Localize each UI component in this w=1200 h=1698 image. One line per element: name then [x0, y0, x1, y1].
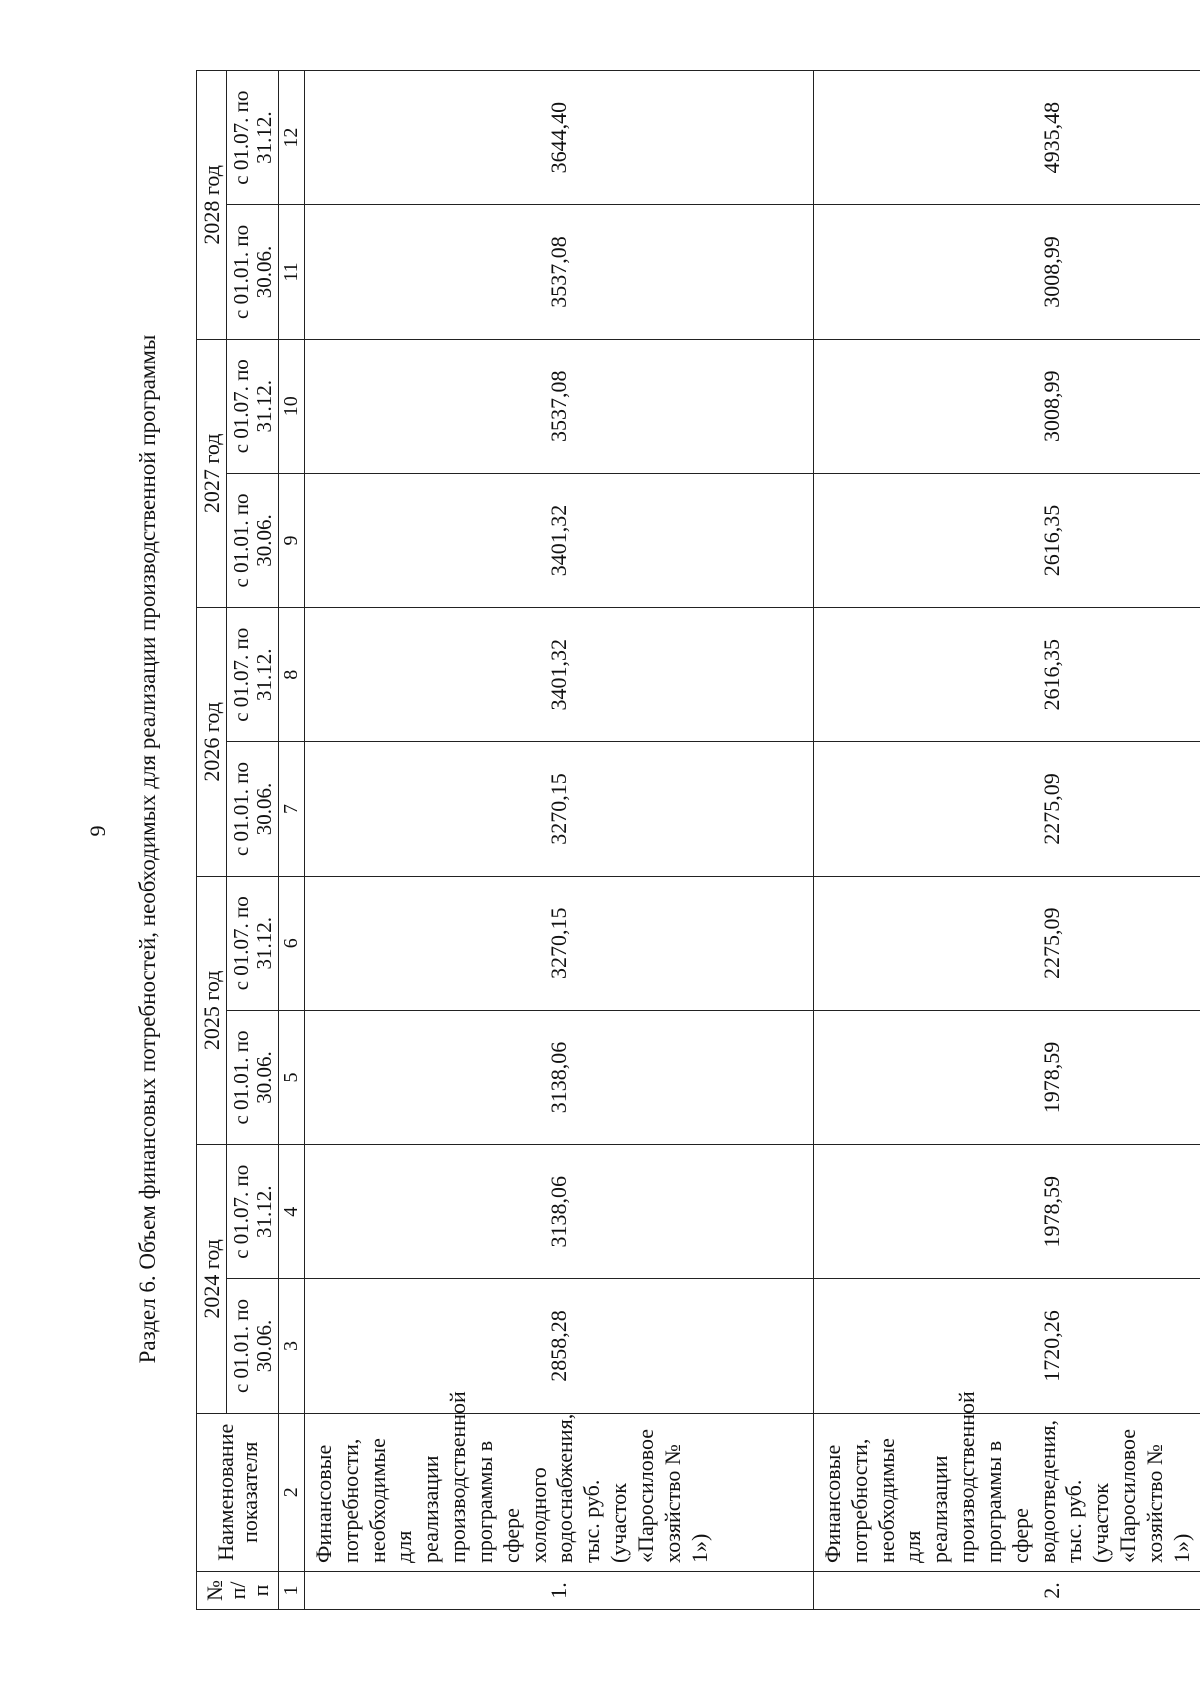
period-first: с 01.01. по 30.06.	[227, 1010, 279, 1144]
value-cell: 2616,35	[813, 473, 1200, 607]
column-number: 7	[279, 742, 305, 876]
column-number: 5	[279, 1010, 305, 1144]
value-cell: 3401,32	[305, 473, 814, 607]
value-cell: 3537,08	[305, 205, 814, 339]
header-year-2027: 2027 год	[197, 339, 227, 608]
column-number: 4	[279, 1145, 305, 1279]
value-cell: 3270,15	[305, 742, 814, 876]
value-cell: 3008,99	[813, 205, 1200, 339]
value-cell: 3138,06	[305, 1145, 814, 1279]
value-cell: 3401,32	[305, 608, 814, 742]
column-number: 11	[279, 205, 305, 339]
header-year-2026: 2026 год	[197, 608, 227, 877]
value-cell: 2616,35	[813, 608, 1200, 742]
row-number: 1.	[305, 1571, 814, 1609]
value-cell: 2275,09	[813, 876, 1200, 1010]
column-number: 9	[279, 473, 305, 607]
value-cell: 3008,99	[813, 339, 1200, 473]
value-cell: 3644,40	[305, 71, 814, 205]
table-row	[305, 71, 814, 1610]
indicator-name: Финансовые потребности, необходимые для реализации производственной программы в сфере холодного водоснабжения, тыс. руб. (участок «Паросиловое хозяйство № 1»)	[305, 1413, 814, 1571]
page-number: 9	[85, 825, 110, 837]
column-number: 8	[279, 608, 305, 742]
value-cell: 1978,59	[813, 1145, 1200, 1279]
value-cell: 1720,26	[813, 1279, 1200, 1413]
period-first: с 01.01. по 30.06.	[227, 1279, 279, 1413]
column-number: 12	[279, 71, 305, 205]
value-cell: 4935,48	[813, 71, 1200, 205]
value-cell: 3537,08	[305, 339, 814, 473]
section-title: Раздел 6. Объем финансовых потребностей, необходимых для реализации производственной программы	[135, 334, 160, 1364]
value-cell: 3138,06	[305, 1010, 814, 1144]
column-number: 6	[279, 876, 305, 1010]
table-row	[813, 71, 1200, 1610]
indicator-name: Финансовые потребности, необходимые для реализации производственной программы в сфере водоотведения, тыс. руб. (участок «Паросиловое хозяйство № 1»)	[813, 1413, 1200, 1571]
financial-needs-table	[196, 70, 1200, 1610]
period-second: с 01.07. по 31.12.	[227, 339, 279, 473]
period-second: с 01.07. по 31.12.	[227, 876, 279, 1010]
column-number: 2	[279, 1413, 305, 1571]
period-second: с 01.07. по 31.12.	[227, 1145, 279, 1279]
period-first: с 01.01. по 30.06.	[227, 205, 279, 339]
column-number: 3	[279, 1279, 305, 1413]
table-container	[196, 70, 1200, 1610]
header-num: № п/п	[197, 1571, 279, 1609]
period-second: с 01.07. по 31.12.	[227, 608, 279, 742]
column-number: 1	[279, 1571, 305, 1609]
header-year-2028: 2028 год	[197, 71, 227, 340]
value-cell: 1978,59	[813, 1010, 1200, 1144]
period-first: с 01.01. по 30.06.	[227, 473, 279, 607]
period-second: с 01.07. по 31.12.	[227, 71, 279, 205]
column-number: 10	[279, 339, 305, 473]
value-cell: 2275,09	[813, 742, 1200, 876]
header-year-2025: 2025 год	[197, 876, 227, 1145]
header-year-2024: 2024 год	[197, 1145, 227, 1414]
header-name: Наименование показателя	[197, 1413, 279, 1571]
value-cell: 2858,28	[305, 1279, 814, 1413]
row-number: 2.	[813, 1571, 1200, 1609]
period-first: с 01.01. по 30.06.	[227, 742, 279, 876]
value-cell: 3270,15	[305, 876, 814, 1010]
